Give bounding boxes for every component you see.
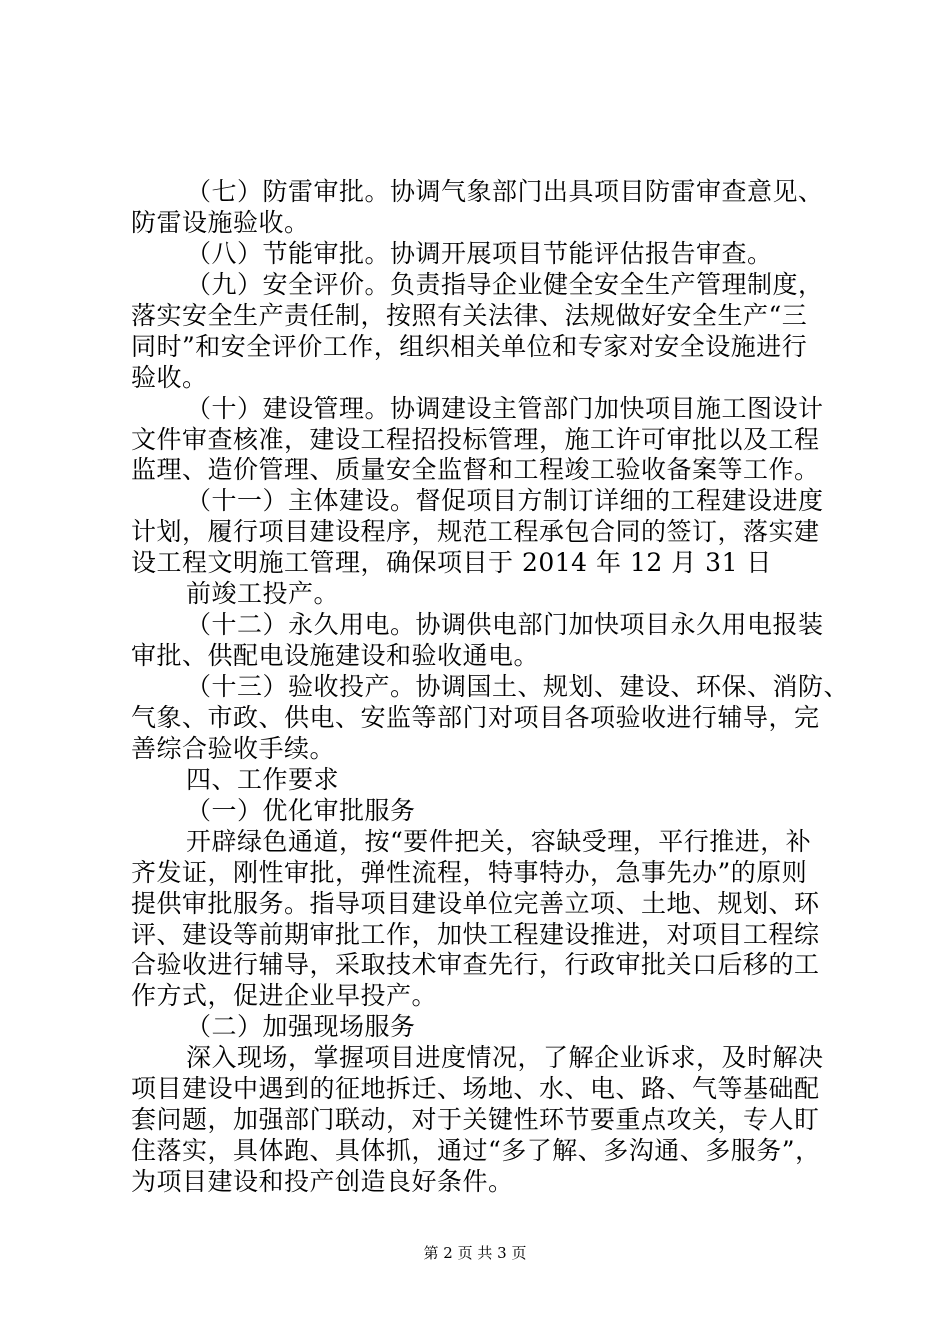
text-line: 落实安全生产责任制，按照有关法律、法规做好安全生产“三	[131, 301, 808, 330]
text-line: 住落实，具体跑、具体抓，通过“多了解、多沟通、多服务”，	[131, 1136, 821, 1165]
text-line: 齐发证，刚性审批，弹性流程，特事特办，急事先办”的原则	[131, 858, 808, 887]
text-line: （九）安全评价。负责指导企业健全安全生产管理制度，	[186, 270, 824, 299]
text-line: 提供审批服务。指导项目建设单位完善立项、土地、规划、环	[131, 889, 820, 918]
text-line: 同时”和安全评价工作，组织相关单位和专家对安全设施进行	[131, 332, 808, 361]
text-line: 验收。	[131, 363, 208, 392]
text-line: 套问题，加强部门联动，对于关键性环节要重点攻关，专人盯	[131, 1105, 820, 1134]
text-line: 前竣工投产。	[186, 579, 340, 608]
text-line: （八）节能审批。协调开展项目节能评估报告审查。	[186, 239, 773, 268]
text-line: 项目建设中遇到的征地拆迁、场地、水、电、路、气等基础配	[131, 1074, 820, 1103]
text-line: （十一）主体建设。督促项目方制订详细的工程建设进度	[186, 486, 824, 515]
text-line: （十）建设管理。协调建设主管部门加快项目施工图设计	[186, 394, 824, 423]
text-line: 审批、供配电设施建设和验收通电。	[131, 641, 540, 670]
section-heading: 四、工作要求	[186, 765, 340, 794]
text-line: 作方式，促进企业早投产。	[131, 981, 438, 1010]
subsection-heading: （一）优化审批服务	[186, 796, 416, 825]
text-line: 防雷设施验收。	[131, 208, 310, 237]
text-line: 监理、造价管理、质量安全监督和工程竣工验收备案等工作。	[131, 455, 820, 484]
text-line: 深入现场，掌握项目进度情况，了解企业诉求，及时解决	[186, 1043, 824, 1072]
text-line: 文件审查核准，建设工程招投标管理，施工许可审批以及工程	[131, 425, 820, 454]
text-line: 气象、市政、供电、安监等部门对项目各项验收进行辅导，完	[131, 703, 820, 732]
text-line: 计划，履行项目建设程序，规范工程承包合同的签订，落实建	[131, 517, 820, 546]
subsection-heading: （二）加强现场服务	[186, 1012, 416, 1041]
text-line: 评、建设等前期审批工作，加快工程建设推进，对项目工程综	[131, 920, 820, 949]
text-line: 合验收进行辅导，采取技术审查先行，行政审批关口后移的工	[131, 950, 820, 979]
text-line: （十三）验收投产。协调国土、规划、建设、环保、消防、	[186, 672, 850, 701]
text-line: 开辟绿色通道，按“要件把关，容缺受理，平行推进，补	[186, 827, 812, 856]
page-number-footer: 第 2 页 共 3 页	[423, 1244, 527, 1262]
text-line: 善综合验收手续。	[131, 734, 336, 763]
text-line: （十二）永久用电。协调供电部门加快项目永久用电报装	[186, 610, 824, 639]
text-line: 设工程文明施工管理，确保项目于 2014 年 12 月 31 日	[131, 548, 772, 577]
text-line: 为项目建设和投产创造良好条件。	[131, 1167, 514, 1196]
text-line: （七）防雷审批。协调气象部门出具项目防雷审查意见、	[186, 177, 824, 206]
